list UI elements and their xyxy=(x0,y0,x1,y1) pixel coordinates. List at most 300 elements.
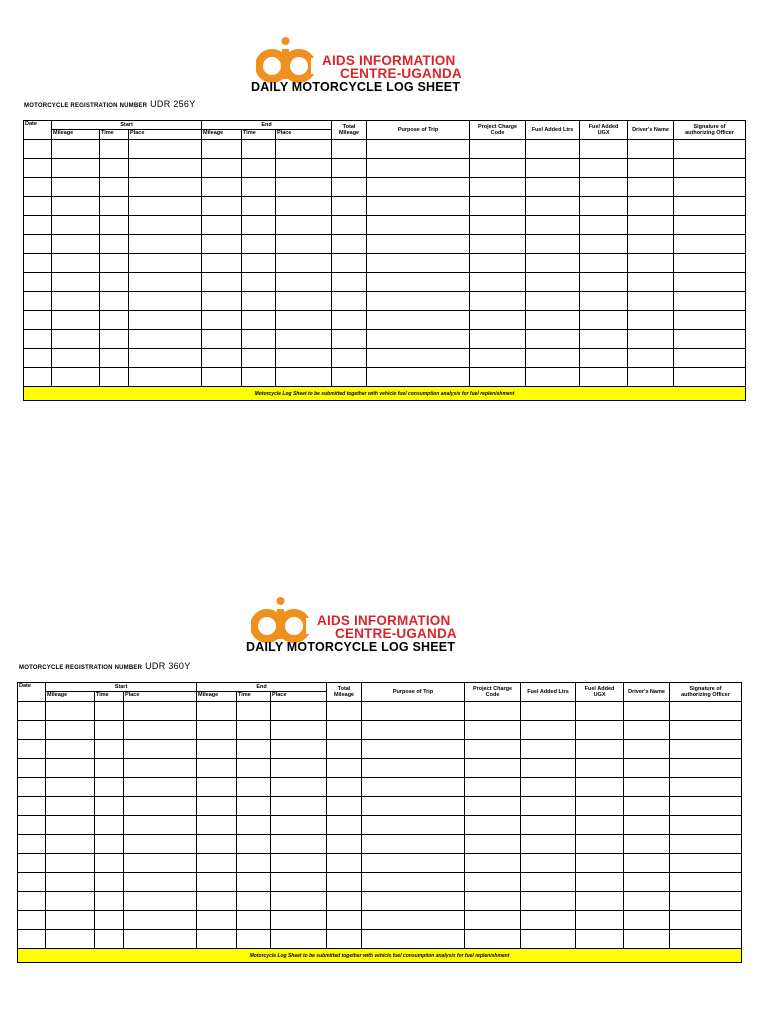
table-cell[interactable] xyxy=(580,197,628,216)
table-cell[interactable] xyxy=(670,835,742,854)
table-cell[interactable] xyxy=(332,292,367,311)
table-cell[interactable] xyxy=(202,216,242,235)
table-cell[interactable] xyxy=(202,178,242,197)
table-cell[interactable] xyxy=(465,759,521,778)
table-cell[interactable] xyxy=(242,368,276,387)
table-cell[interactable] xyxy=(628,216,674,235)
table-cell[interactable] xyxy=(362,892,465,911)
table-cell[interactable] xyxy=(465,930,521,949)
table-cell[interactable] xyxy=(674,216,746,235)
table-cell[interactable] xyxy=(52,235,100,254)
table-cell[interactable] xyxy=(465,778,521,797)
table-cell[interactable] xyxy=(276,235,332,254)
table-cell[interactable] xyxy=(46,721,95,740)
table-cell[interactable] xyxy=(46,797,95,816)
table-cell[interactable] xyxy=(24,330,52,349)
table-cell[interactable] xyxy=(237,911,271,930)
table-cell[interactable] xyxy=(271,854,327,873)
table-cell[interactable] xyxy=(46,873,95,892)
table-cell[interactable] xyxy=(332,273,367,292)
table-cell[interactable] xyxy=(276,311,332,330)
table-cell[interactable] xyxy=(521,873,576,892)
table-cell[interactable] xyxy=(52,254,100,273)
table-cell[interactable] xyxy=(242,235,276,254)
table-cell[interactable] xyxy=(470,216,526,235)
table-cell[interactable] xyxy=(526,235,580,254)
table-cell[interactable] xyxy=(24,273,52,292)
table-cell[interactable] xyxy=(237,854,271,873)
table-cell[interactable] xyxy=(197,740,237,759)
table-cell[interactable] xyxy=(52,178,100,197)
table-cell[interactable] xyxy=(271,702,327,721)
table-cell[interactable] xyxy=(18,740,46,759)
table-cell[interactable] xyxy=(624,797,670,816)
table-cell[interactable] xyxy=(242,311,276,330)
table-cell[interactable] xyxy=(332,216,367,235)
table-cell[interactable] xyxy=(95,854,124,873)
table-cell[interactable] xyxy=(465,854,521,873)
table-cell[interactable] xyxy=(202,349,242,368)
table-cell[interactable] xyxy=(124,778,197,797)
table-cell[interactable] xyxy=(46,816,95,835)
table-cell[interactable] xyxy=(327,740,362,759)
table-cell[interactable] xyxy=(242,178,276,197)
table-cell[interactable] xyxy=(129,235,202,254)
table-cell[interactable] xyxy=(674,273,746,292)
table-cell[interactable] xyxy=(100,349,129,368)
table-cell[interactable] xyxy=(129,292,202,311)
table-cell[interactable] xyxy=(576,930,624,949)
table-cell[interactable] xyxy=(202,159,242,178)
table-cell[interactable] xyxy=(271,816,327,835)
table-cell[interactable] xyxy=(670,911,742,930)
table-cell[interactable] xyxy=(628,368,674,387)
table-cell[interactable] xyxy=(237,740,271,759)
table-cell[interactable] xyxy=(129,159,202,178)
table-cell[interactable] xyxy=(367,254,470,273)
table-cell[interactable] xyxy=(628,159,674,178)
table-cell[interactable] xyxy=(470,159,526,178)
table-cell[interactable] xyxy=(197,759,237,778)
table-cell[interactable] xyxy=(465,721,521,740)
table-cell[interactable] xyxy=(100,292,129,311)
table-cell[interactable] xyxy=(18,778,46,797)
table-cell[interactable] xyxy=(332,349,367,368)
table-cell[interactable] xyxy=(18,892,46,911)
table-cell[interactable] xyxy=(129,254,202,273)
table-cell[interactable] xyxy=(271,778,327,797)
table-cell[interactable] xyxy=(95,797,124,816)
table-cell[interactable] xyxy=(18,759,46,778)
table-cell[interactable] xyxy=(24,178,52,197)
table-cell[interactable] xyxy=(670,778,742,797)
table-cell[interactable] xyxy=(670,873,742,892)
table-cell[interactable] xyxy=(367,292,470,311)
table-cell[interactable] xyxy=(202,197,242,216)
table-cell[interactable] xyxy=(95,721,124,740)
table-cell[interactable] xyxy=(242,330,276,349)
table-cell[interactable] xyxy=(332,197,367,216)
table-cell[interactable] xyxy=(24,292,52,311)
table-cell[interactable] xyxy=(24,216,52,235)
table-cell[interactable] xyxy=(197,873,237,892)
table-cell[interactable] xyxy=(526,330,580,349)
table-cell[interactable] xyxy=(52,330,100,349)
table-cell[interactable] xyxy=(18,873,46,892)
table-cell[interactable] xyxy=(18,911,46,930)
table-cell[interactable] xyxy=(674,349,746,368)
table-cell[interactable] xyxy=(197,816,237,835)
table-cell[interactable] xyxy=(674,368,746,387)
table-cell[interactable] xyxy=(271,911,327,930)
table-cell[interactable] xyxy=(237,721,271,740)
table-cell[interactable] xyxy=(46,740,95,759)
table-cell[interactable] xyxy=(276,254,332,273)
table-cell[interactable] xyxy=(362,930,465,949)
table-cell[interactable] xyxy=(521,759,576,778)
table-cell[interactable] xyxy=(576,759,624,778)
table-cell[interactable] xyxy=(470,140,526,159)
table-cell[interactable] xyxy=(470,368,526,387)
table-cell[interactable] xyxy=(624,835,670,854)
table-cell[interactable] xyxy=(628,235,674,254)
table-cell[interactable] xyxy=(202,140,242,159)
table-cell[interactable] xyxy=(465,797,521,816)
table-cell[interactable] xyxy=(674,330,746,349)
table-cell[interactable] xyxy=(52,311,100,330)
table-cell[interactable] xyxy=(24,159,52,178)
table-cell[interactable] xyxy=(526,254,580,273)
table-cell[interactable] xyxy=(242,216,276,235)
table-cell[interactable] xyxy=(526,311,580,330)
table-cell[interactable] xyxy=(276,159,332,178)
table-cell[interactable] xyxy=(362,740,465,759)
table-cell[interactable] xyxy=(526,292,580,311)
table-cell[interactable] xyxy=(46,892,95,911)
table-cell[interactable] xyxy=(237,759,271,778)
table-cell[interactable] xyxy=(237,835,271,854)
table-cell[interactable] xyxy=(670,721,742,740)
table-cell[interactable] xyxy=(674,159,746,178)
table-cell[interactable] xyxy=(24,254,52,273)
table-cell[interactable] xyxy=(670,759,742,778)
table-cell[interactable] xyxy=(124,702,197,721)
table-cell[interactable] xyxy=(470,330,526,349)
table-cell[interactable] xyxy=(327,835,362,854)
table-cell[interactable] xyxy=(276,330,332,349)
table-cell[interactable] xyxy=(470,254,526,273)
table-cell[interactable] xyxy=(465,816,521,835)
table-cell[interactable] xyxy=(367,311,470,330)
table-cell[interactable] xyxy=(674,235,746,254)
table-cell[interactable] xyxy=(362,873,465,892)
table-cell[interactable] xyxy=(124,740,197,759)
table-cell[interactable] xyxy=(362,911,465,930)
table-cell[interactable] xyxy=(624,759,670,778)
table-cell[interactable] xyxy=(46,835,95,854)
table-cell[interactable] xyxy=(52,368,100,387)
table-cell[interactable] xyxy=(576,873,624,892)
table-cell[interactable] xyxy=(124,930,197,949)
table-cell[interactable] xyxy=(95,759,124,778)
table-cell[interactable] xyxy=(470,178,526,197)
table-cell[interactable] xyxy=(628,349,674,368)
table-cell[interactable] xyxy=(332,254,367,273)
table-cell[interactable] xyxy=(332,235,367,254)
table-cell[interactable] xyxy=(129,273,202,292)
table-cell[interactable] xyxy=(362,816,465,835)
table-cell[interactable] xyxy=(465,740,521,759)
table-cell[interactable] xyxy=(95,873,124,892)
table-cell[interactable] xyxy=(465,911,521,930)
table-cell[interactable] xyxy=(674,311,746,330)
table-cell[interactable] xyxy=(242,140,276,159)
table-cell[interactable] xyxy=(521,930,576,949)
table-cell[interactable] xyxy=(197,702,237,721)
table-cell[interactable] xyxy=(124,835,197,854)
table-cell[interactable] xyxy=(276,368,332,387)
table-cell[interactable] xyxy=(327,873,362,892)
table-cell[interactable] xyxy=(526,368,580,387)
table-cell[interactable] xyxy=(362,702,465,721)
table-cell[interactable] xyxy=(327,778,362,797)
table-cell[interactable] xyxy=(580,140,628,159)
table-cell[interactable] xyxy=(332,140,367,159)
table-cell[interactable] xyxy=(202,254,242,273)
table-cell[interactable] xyxy=(24,368,52,387)
table-cell[interactable] xyxy=(276,197,332,216)
table-cell[interactable] xyxy=(470,197,526,216)
table-cell[interactable] xyxy=(332,178,367,197)
table-cell[interactable] xyxy=(202,273,242,292)
table-cell[interactable] xyxy=(674,254,746,273)
table-cell[interactable] xyxy=(521,797,576,816)
table-cell[interactable] xyxy=(327,721,362,740)
table-cell[interactable] xyxy=(470,311,526,330)
table-cell[interactable] xyxy=(674,292,746,311)
table-cell[interactable] xyxy=(237,702,271,721)
table-cell[interactable] xyxy=(100,368,129,387)
table-cell[interactable] xyxy=(52,216,100,235)
table-cell[interactable] xyxy=(628,178,674,197)
table-cell[interactable] xyxy=(367,330,470,349)
table-cell[interactable] xyxy=(465,892,521,911)
table-cell[interactable] xyxy=(521,835,576,854)
table-cell[interactable] xyxy=(124,854,197,873)
table-cell[interactable] xyxy=(242,197,276,216)
table-cell[interactable] xyxy=(129,197,202,216)
table-cell[interactable] xyxy=(52,140,100,159)
table-cell[interactable] xyxy=(100,330,129,349)
table-cell[interactable] xyxy=(576,854,624,873)
table-cell[interactable] xyxy=(580,178,628,197)
table-cell[interactable] xyxy=(367,368,470,387)
table-cell[interactable] xyxy=(242,292,276,311)
table-cell[interactable] xyxy=(624,930,670,949)
table-cell[interactable] xyxy=(124,759,197,778)
table-cell[interactable] xyxy=(202,330,242,349)
table-cell[interactable] xyxy=(580,273,628,292)
table-cell[interactable] xyxy=(367,273,470,292)
table-cell[interactable] xyxy=(271,721,327,740)
table-cell[interactable] xyxy=(52,159,100,178)
table-cell[interactable] xyxy=(526,349,580,368)
table-cell[interactable] xyxy=(24,140,52,159)
table-cell[interactable] xyxy=(95,778,124,797)
table-cell[interactable] xyxy=(526,197,580,216)
table-cell[interactable] xyxy=(129,178,202,197)
table-cell[interactable] xyxy=(237,797,271,816)
table-cell[interactable] xyxy=(332,159,367,178)
table-cell[interactable] xyxy=(580,216,628,235)
table-cell[interactable] xyxy=(124,797,197,816)
table-cell[interactable] xyxy=(52,197,100,216)
table-cell[interactable] xyxy=(202,292,242,311)
table-cell[interactable] xyxy=(367,235,470,254)
table-cell[interactable] xyxy=(46,778,95,797)
table-cell[interactable] xyxy=(95,892,124,911)
table-cell[interactable] xyxy=(580,349,628,368)
table-cell[interactable] xyxy=(362,778,465,797)
table-cell[interactable] xyxy=(197,892,237,911)
table-cell[interactable] xyxy=(237,778,271,797)
table-cell[interactable] xyxy=(624,892,670,911)
table-cell[interactable] xyxy=(628,292,674,311)
table-cell[interactable] xyxy=(332,368,367,387)
table-cell[interactable] xyxy=(521,740,576,759)
table-cell[interactable] xyxy=(521,911,576,930)
table-cell[interactable] xyxy=(526,159,580,178)
table-cell[interactable] xyxy=(129,140,202,159)
table-cell[interactable] xyxy=(95,835,124,854)
table-cell[interactable] xyxy=(367,159,470,178)
table-cell[interactable] xyxy=(327,930,362,949)
table-cell[interactable] xyxy=(129,330,202,349)
table-cell[interactable] xyxy=(46,854,95,873)
table-cell[interactable] xyxy=(332,330,367,349)
table-cell[interactable] xyxy=(124,721,197,740)
table-cell[interactable] xyxy=(624,854,670,873)
table-cell[interactable] xyxy=(628,273,674,292)
table-cell[interactable] xyxy=(576,721,624,740)
table-cell[interactable] xyxy=(367,197,470,216)
table-cell[interactable] xyxy=(129,349,202,368)
table-cell[interactable] xyxy=(674,178,746,197)
table-cell[interactable] xyxy=(580,235,628,254)
table-cell[interactable] xyxy=(18,816,46,835)
table-cell[interactable] xyxy=(327,702,362,721)
table-cell[interactable] xyxy=(95,740,124,759)
table-cell[interactable] xyxy=(95,930,124,949)
table-cell[interactable] xyxy=(521,721,576,740)
table-cell[interactable] xyxy=(271,835,327,854)
table-cell[interactable] xyxy=(521,854,576,873)
table-cell[interactable] xyxy=(576,702,624,721)
table-cell[interactable] xyxy=(624,721,670,740)
table-cell[interactable] xyxy=(129,216,202,235)
table-cell[interactable] xyxy=(362,721,465,740)
table-cell[interactable] xyxy=(628,330,674,349)
table-cell[interactable] xyxy=(332,311,367,330)
table-cell[interactable] xyxy=(624,816,670,835)
table-cell[interactable] xyxy=(521,702,576,721)
table-cell[interactable] xyxy=(18,930,46,949)
table-cell[interactable] xyxy=(327,759,362,778)
table-cell[interactable] xyxy=(576,797,624,816)
table-cell[interactable] xyxy=(18,797,46,816)
table-cell[interactable] xyxy=(670,740,742,759)
table-cell[interactable] xyxy=(202,368,242,387)
table-cell[interactable] xyxy=(100,159,129,178)
table-cell[interactable] xyxy=(202,311,242,330)
table-cell[interactable] xyxy=(271,759,327,778)
table-cell[interactable] xyxy=(628,140,674,159)
table-cell[interactable] xyxy=(18,721,46,740)
table-cell[interactable] xyxy=(580,368,628,387)
table-cell[interactable] xyxy=(24,235,52,254)
table-cell[interactable] xyxy=(580,159,628,178)
table-cell[interactable] xyxy=(271,797,327,816)
table-cell[interactable] xyxy=(276,349,332,368)
table-cell[interactable] xyxy=(18,835,46,854)
table-cell[interactable] xyxy=(362,797,465,816)
table-cell[interactable] xyxy=(100,273,129,292)
table-cell[interactable] xyxy=(670,892,742,911)
table-cell[interactable] xyxy=(197,854,237,873)
table-cell[interactable] xyxy=(276,140,332,159)
table-cell[interactable] xyxy=(100,197,129,216)
table-cell[interactable] xyxy=(46,930,95,949)
table-cell[interactable] xyxy=(95,816,124,835)
table-cell[interactable] xyxy=(24,311,52,330)
table-cell[interactable] xyxy=(237,930,271,949)
table-cell[interactable] xyxy=(197,778,237,797)
table-cell[interactable] xyxy=(670,930,742,949)
table-cell[interactable] xyxy=(18,702,46,721)
table-cell[interactable] xyxy=(367,216,470,235)
table-cell[interactable] xyxy=(580,254,628,273)
table-cell[interactable] xyxy=(52,292,100,311)
table-cell[interactable] xyxy=(670,702,742,721)
table-cell[interactable] xyxy=(276,178,332,197)
table-cell[interactable] xyxy=(271,740,327,759)
table-cell[interactable] xyxy=(327,892,362,911)
table-cell[interactable] xyxy=(52,349,100,368)
table-cell[interactable] xyxy=(237,873,271,892)
table-cell[interactable] xyxy=(470,349,526,368)
table-cell[interactable] xyxy=(271,873,327,892)
table-cell[interactable] xyxy=(237,816,271,835)
table-cell[interactable] xyxy=(124,873,197,892)
table-cell[interactable] xyxy=(470,273,526,292)
table-cell[interactable] xyxy=(674,197,746,216)
table-cell[interactable] xyxy=(24,349,52,368)
table-cell[interactable] xyxy=(624,778,670,797)
table-cell[interactable] xyxy=(100,254,129,273)
table-cell[interactable] xyxy=(576,816,624,835)
table-cell[interactable] xyxy=(526,140,580,159)
table-cell[interactable] xyxy=(129,311,202,330)
table-cell[interactable] xyxy=(670,816,742,835)
table-cell[interactable] xyxy=(197,797,237,816)
table-cell[interactable] xyxy=(526,178,580,197)
table-cell[interactable] xyxy=(18,854,46,873)
table-cell[interactable] xyxy=(526,216,580,235)
table-cell[interactable] xyxy=(95,911,124,930)
table-cell[interactable] xyxy=(580,311,628,330)
table-cell[interactable] xyxy=(242,349,276,368)
table-cell[interactable] xyxy=(470,292,526,311)
